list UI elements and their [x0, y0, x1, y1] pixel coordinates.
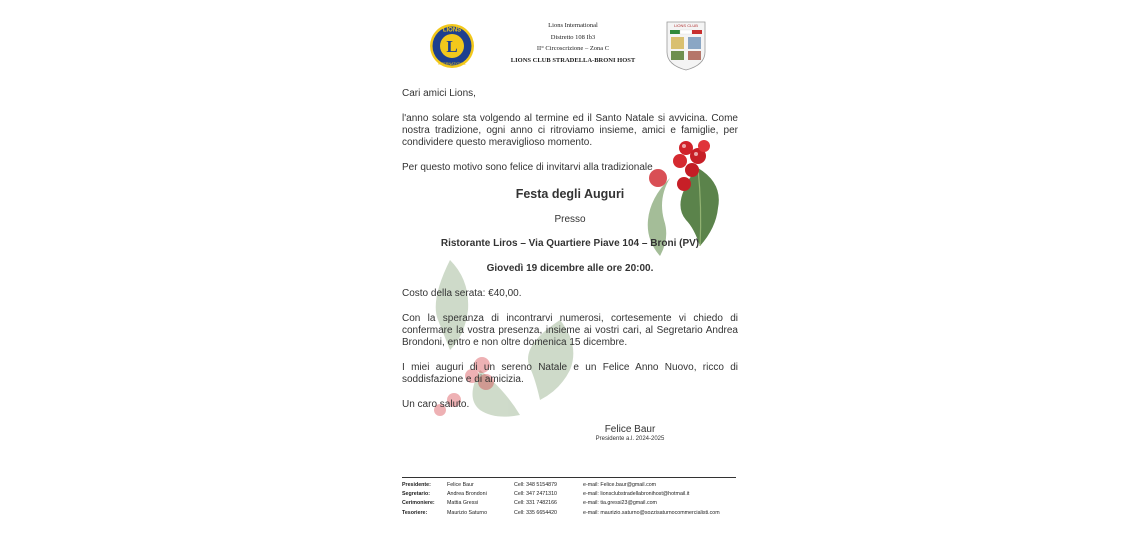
paragraph-wishes: I miei auguri di un sereno Natale e un Felice Anno Nuovo, ricco di soddisfazione e di amicizia.: [402, 362, 738, 385]
logo-left-text: LIONS: [442, 27, 462, 34]
officer-name: Mattia Gressi: [447, 500, 479, 507]
officer-name: Felice Baur: [447, 482, 474, 488]
officer-role: Tesoriere:: [402, 509, 428, 516]
signature-name: Felice Baur: [604, 424, 656, 435]
officer-phone: Cell: 331 7482166: [514, 500, 557, 507]
officer-email: e-mail: tia.gressi23@gmail.com: [583, 500, 657, 507]
club-crest-icon: [664, 18, 708, 72]
greeting: Cari amici Lions,: [402, 88, 476, 99]
svg-text:L: L: [446, 37, 458, 56]
event-datetime: Giovedì 19 dicembre alle ore 20:00.: [486, 263, 654, 274]
signature-block: [560, 424, 700, 442]
officer-email: e-mail: maurizio.saturno@sozzisaturnocommercialisti.com: [583, 509, 720, 516]
circoscrizione-name: II° Circoscrizione – Zona C: [536, 45, 610, 52]
officer-name: Andrea Brondoni: [447, 491, 487, 498]
officer-row: [402, 490, 742, 499]
officer-email: e-mail: Felice.baur@gmail.com: [583, 482, 657, 488]
officer-role: Presidente:: [402, 482, 431, 488]
officer-phone: Cell: 347 2471310: [514, 491, 557, 498]
officer-email: e-mail: lionsclubstradellabronihost@hotmail.it: [583, 491, 690, 498]
officer-name: Maurizio Saturno: [447, 509, 488, 516]
paragraph-intro: l'anno solare sta volgendo al termine ed il Santo Natale si avvicina. Come nostra tradizione, ogni anno ci ritroviamo insieme, amici e famiglie, per condividere questo meraviglioso momento.: [402, 113, 738, 148]
officer-phone: Cell: 335 6654420: [514, 509, 557, 516]
letterhead: [488, 20, 658, 66]
event-cost: Costo della serata: €40,00.: [402, 288, 522, 299]
event-venue: Ristorante Liros – Via Quartiere Piave 104 – Broni (PV): [440, 238, 700, 249]
district-name: Distretto 108 Ib3: [550, 33, 596, 41]
lions-logo-icon: [428, 20, 476, 72]
officers-contacts: [402, 481, 742, 518]
closing: Un caro saluto.: [402, 399, 470, 410]
officer-role: Segretario:: [402, 491, 430, 498]
signature-role: Presidente a.l. 2024-2025: [595, 436, 665, 442]
paragraph-rsvp: Con la speranza di incontrarvi numerosi, cortesemente vi chiedo di confermare la vostra presenza, insieme ai vostri cari, al Segretario Andrea Brondoni, entro e non oltre domenica 15 dicembre.: [402, 313, 738, 348]
officer-row: [402, 509, 742, 518]
paragraph-invite: Per questo motivo sono felice di invitarvi alla tradizionale: [402, 162, 653, 173]
footer-divider: [402, 477, 736, 478]
officer-phone: Cell: 348 5154879: [514, 482, 557, 488]
officer-row: [402, 481, 742, 490]
logo-left-subtext: INTERNATIONAL: [437, 62, 467, 66]
presso-label: Presso: [554, 214, 586, 225]
officer-row: [402, 499, 742, 508]
event-title: Festa degli Auguri: [515, 187, 625, 201]
club-name: LIONS CLUB STRADELLA-BRONI HOST: [510, 56, 636, 64]
officer-role: Cerimoniere:: [402, 500, 435, 507]
logo-right-text: LIONS CLUB: [674, 23, 698, 28]
org-name: Lions International: [548, 22, 598, 29]
